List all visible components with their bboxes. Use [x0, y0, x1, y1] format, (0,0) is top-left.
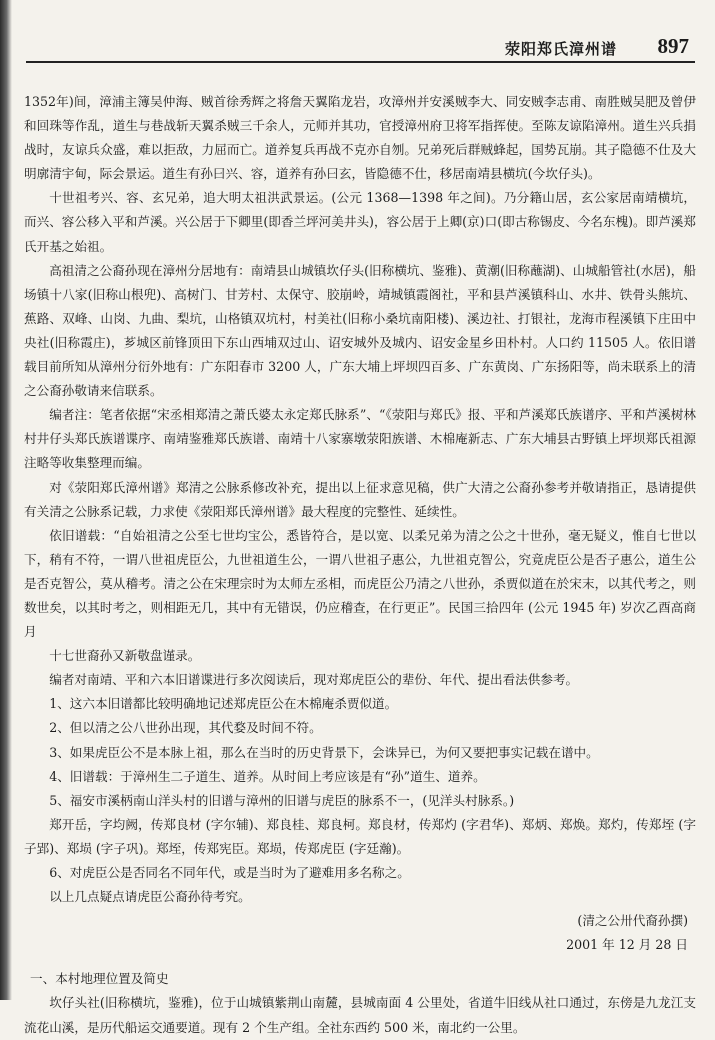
header-rule	[26, 61, 695, 63]
list-item-4: 4、旧谱载：于漳州生二子道生、道养。从时间上考应该是有“孙”道生、道养。	[49, 768, 486, 784]
paragraph-closing: 以上几点疑点请虎臣公裔孙待考究。	[49, 889, 251, 905]
paragraph-old-record: 依旧谱载：“自始祖清之公至七世均宝公，悉皆符合，是以宽、以柔兄弟为清之公之十世孙，毫无疑义，惟自七世以下，稍有不符，一谓八世祖虎臣公，九世祖道生公，一谓八世祖子惠公，九世祖克智公，究竟虎臣公是否子惠公，道生公是否克智公，莫从稽考。清之公在宋理宗时为太师左丞相，而虎臣公乃清之八世孙，杀贾似道在於宋末，以其代考之，则数世矣，以其时考之，则相距无几，其中有无错误，仍应稽查，在行更正”。民国三拾四年 (公元 1945 年) 岁次乙酉高商月	[24, 527, 696, 640]
list-item-2: 2、但以清之公八世孙出现，其代婺及时间不符。	[49, 720, 322, 736]
paragraph-transcriber: 十七世裔孙又新敬盘谨录。	[49, 648, 201, 664]
paragraph-request: 对《荥阳郑氏漳州谱》郑清之公脉系修改补充，提出以上征求意见稿，供广大清之公裔孙参考并敬请指正，恳请提供有关清之公脉系记载，力求使《荥阳郑氏漳州谱》最大程度的完整性、延续性。	[24, 479, 696, 519]
section-title: 一、本村地理位置及简史	[30, 971, 169, 987]
paragraph-editor-note: 编者注：笔者依据“宋丞相郑清之萧氏婆太永定郑氏脉系”、“《荥阳与郑氏》报、平和芦溪郑氏族谱序、平和芦溪树林村井仔头郑氏族谱谍序、南靖鉴雅郑氏族谱、南靖十八家寨墩荥阳族谱、木棉庵新志、广东大埔县古野镇上坪坝郑氏祖源注略等收集整理而编。	[24, 407, 696, 471]
body-text	[24, 90, 696, 1040]
paragraph-lineage: 郑开岳，字均阙，传郑良材 (字尔辅)、郑良桂、郑良柯。郑良材，传郑灼 (字君华)、郑炳、郑焕。郑灼，传郑垤 (字子郢)、郑埙 (字子巩)。郑垤，传郑宪臣。郑埙，传郑虎臣 (字廷瀚)。	[24, 816, 696, 856]
section-text: 坎仔头社(旧称横坑，鉴雅)，位于山城镇紫荆山南麓，县城南面 4 公里处，省道牛旧线从社口通过，东傍是九龙江支流花山溪，是历代船运交通要道。现有 2 个生产组。全社东西约 500 米，南北约一公里。	[24, 995, 696, 1035]
page-number: 897	[657, 34, 689, 58]
paragraph-distribution: 高祖清之公裔孙现在漳州分居地有：南靖县山城镇坎仔头(旧称横坑、鉴雅)、黄潮(旧称蘸湖)、山城船管社(水居)，船场镇十八家(旧称山根兜)、高树门、甘芳村、太保守、胶崩岭，靖城镇霞阁社，平和县芦溪镇科山、水井、铁骨头熊坑、蕉路、双峰、山岗、九曲、梨坑，山格镇双坑村，村美社(旧称小桑坑南阳楼)、溪边社、打银社，龙海市程溪镇下庄田中央社(旧称霞庄)，芗城区前锋顶田下东山西埔双过山、诏安城外及城内、诏安金星乡田朴村。人口约 11505 人。依旧谱载目前所知从漳州分衍外地有：广东阳春市 3200 人，广东大埔上坪坝四百多、广东黄岗、广东扬阳等，尚未联系上的清之公裔孙敬请来信联系。	[24, 262, 696, 399]
paragraph-tenth-generation: 十世祖考兴、容、玄兄弟，追大明太祖洪武景运。(公元 1368—1398 年之间)。乃分籍山居，玄公家居南靖横坑，而兴、容公移入平和芦溪。兴公居于下卿里(即香兰坪河美井头)，容公居于上卿(京)口(即古称锡皮、今名东槐)。即芦溪郑氏开基之始祖。	[24, 190, 696, 254]
list-item-6: 6、对虎臣公是否同名不同年代，或是当时为了避难用多名称之。	[49, 865, 410, 880]
list-item-5: 5、福安市溪柄南山洋头村的旧谱与漳州的旧谱与虎臣的脉系不一，(见洋头村脉系。)	[49, 792, 515, 808]
list-item-1: 1、这六本旧谱都比较明确地记述郑虎臣公在木棉庵杀贾似道。	[49, 696, 398, 712]
list-item-3: 3、如果虎臣公不是本脉上祖，那么在当时的历史背景下，会诛异已，为何又要把事实记载在谱中。	[49, 744, 599, 760]
running-header	[26, 32, 695, 62]
paragraph-history: 1352年)间，漳浦主簿吴仲海、贼首徐秀辉之将詹天翼陷龙岩，攻漳州并安溪贼李大、同安贼李志甫、南胜贼吴肥及曾伊和回珠等作乱，道生与巷战斩天翼杀贼三千余人，元师并其功，官授漳州府卫将军指挥使。至陈友谅陷漳州。道生兴兵捐战时，友谅兵众盛，难以拒敌，力屈而亡。道养复兵再战不克亦自刎。兄弟死后群贼蜂起，国势瓦崩。其子隐德不仕及大明廓清宇甸，际会景运。道生有孙曰兴、容，道养有孙曰玄，皆隐德不仕，移居南靖县横坑(今坎仔头)。	[24, 94, 696, 182]
book-binding-shadow	[0, 0, 12, 1000]
signature-date: 2001 年 12 月 28 日	[566, 937, 688, 953]
signature-author: (清之公卅代裔孙撰)	[577, 913, 688, 929]
paragraph-editor-view: 编者对南靖、平和六本旧谱谍进行多次阅读后，现对郑虎臣公的辈份、年代、提出看法供参考。	[49, 672, 579, 688]
running-header-title: 荥阳郑氏漳州谱	[504, 40, 617, 58]
